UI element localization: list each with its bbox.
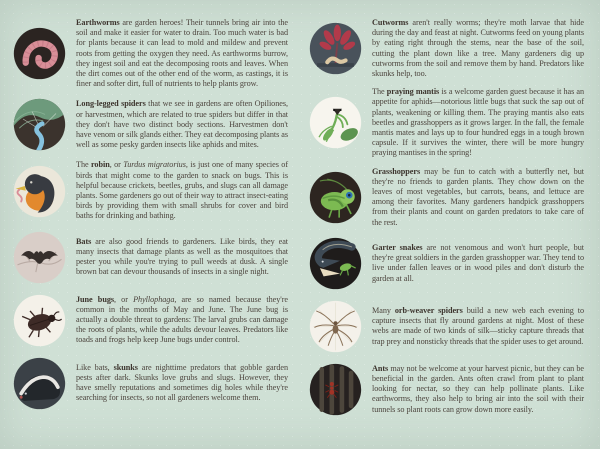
left-column — [12, 18, 288, 441]
june-bug-icon — [12, 293, 67, 348]
entry-robin — [12, 160, 288, 221]
earthworm-icon — [12, 26, 67, 81]
entry-long-legged-spider — [12, 97, 288, 152]
grasshopper-icon — [308, 170, 363, 225]
entry-orb-weaver-spider — [308, 299, 584, 354]
cutworm-icon — [308, 21, 363, 76]
entry-text: Long-legged spiders that we see in gardens are often Opiliones, or harvestmen, which are related to true spiders but differ in that they don't have two distinct body sections. Harvestmen don't have venom or silk glands either. They eat decomposing plants as well as some pesky garden insects like aphids and mites. — [76, 99, 288, 150]
entry-text: Cutworms aren't really worms; they're moth larvae that hide during the day and feast at night. Cutworms feed on young plants by eating right through the stems, near the base of the soil, cutting the plant down like a tree. Many gardeners dig up cutworms from the soil and remove them by hand. Predators like skunks help, too. — [372, 18, 584, 79]
entry-text: Ants may not be welcome at your harvest picnic, but they can be beneficial in the garden. Ants often crawl from plant to plant looking for nectar, so they can help pollinate plants. Like earthworms, they also help to bring air into the soil with their tunnels so plant roots can grow down more easily. — [372, 363, 584, 414]
entry-text: June bugs, or Phyllophaga, are so named because they're common in the months of May and June. The June bug is actually a double threat to gardens: The larval grubs can damage the roots of plants, while the adults devour leaves. Predators like toads and frogs help keep June bugs under control. — [76, 294, 288, 345]
garter-snake-icon — [308, 236, 363, 291]
bat-icon — [12, 230, 67, 285]
entry-text: The robin, or Turdus migratorius, is just one of many species of birds that might come to the garden to snack on bugs. This is helpful because crickets, beetles, grubs, and slugs can all damage plants. Some gardeners go out of their way to attract insect-eating birds by providing them with small shrubs for cover and bird baths for drinking and bathing. — [76, 160, 288, 221]
entry-text: The praying mantis is a welcome garden guest because it has an appetite for aphids—notorious little bugs that suck the sap out of plants, weakening or killing them. The praying mantis also eats beetles and grasshoppers as it grows larger. In the fall, the female mantis mates and lays up to four hundred eggs in a tough brown capsule. If it survives the winter, there will be more hungry praying mantises in the spring! — [372, 87, 585, 158]
skunk-icon — [12, 356, 67, 411]
entry-text: Many orb-weaver spiders build a new web each evening to capture insects that fly around gardens at night. Most of these webs are made of two kinds of silk—sticky capture threads that trap prey and nonsticky threads that the spider uses to get around. — [372, 305, 584, 346]
entry-earthworm — [12, 18, 288, 89]
entry-praying-mantis — [308, 87, 584, 158]
entry-ant — [308, 362, 584, 417]
entry-text: Earthworms are garden heroes! Their tunnels bring air into the soil and make it easier for water to drain. Too much water is bad for plants because it can lead to mold and mildew and prevent roots from getting the oxygen they need. As earthworms burrow, they ingest soil and eat the decomposing roots and leaves. When the dirt comes out of the other end of the worm, as castings, it is finer and softer dirt, full of nutrients to help plants grow. — [76, 18, 288, 89]
entry-text: Garter snakes are not venomous and won't hurt people, but they're great soldiers in the garden grasshopper war. They tend to live under fallen leaves or in wood piles and don't disturb the garden at all. — [372, 242, 584, 283]
orb-weaver-spider-icon — [308, 299, 363, 354]
entry-june-bug — [12, 293, 288, 348]
praying-mantis-icon — [308, 95, 363, 150]
ant-icon — [308, 362, 363, 417]
entry-text: Like bats, skunks are nighttime predators that gobble garden pests after dark. Skunks love grubs and slugs. However, they have smelly reputations and sometimes dig holes while they're searching for insects, so not all gardeners welcome them. — [76, 362, 288, 403]
robin-icon — [12, 164, 67, 219]
entry-bat — [12, 230, 288, 285]
entry-garter-snake — [308, 236, 584, 291]
harvestman-icon — [12, 97, 67, 152]
entry-grasshopper — [308, 167, 584, 228]
entry-cutworm — [308, 18, 584, 79]
entry-text: Grasshoppers may be fun to catch with a butterfly net, but they're no friends to garden plants. They chow down on the leaves of most vegetables, but carrots, beans, and lettuce are among their favorites. Many gardeners handpick grasshoppers from their plants and count on garden predators to take care of the rest. — [372, 166, 584, 227]
entry-text: Bats are also good friends to gardeners. Like birds, they eat many insects that damage plants as well as the mosquitoes that pester you while you're trying to pull weeds at dusk. A single brown bat can devour thousands of insects in a single night. — [76, 236, 288, 277]
right-column — [308, 18, 584, 441]
entry-skunk — [12, 356, 288, 411]
